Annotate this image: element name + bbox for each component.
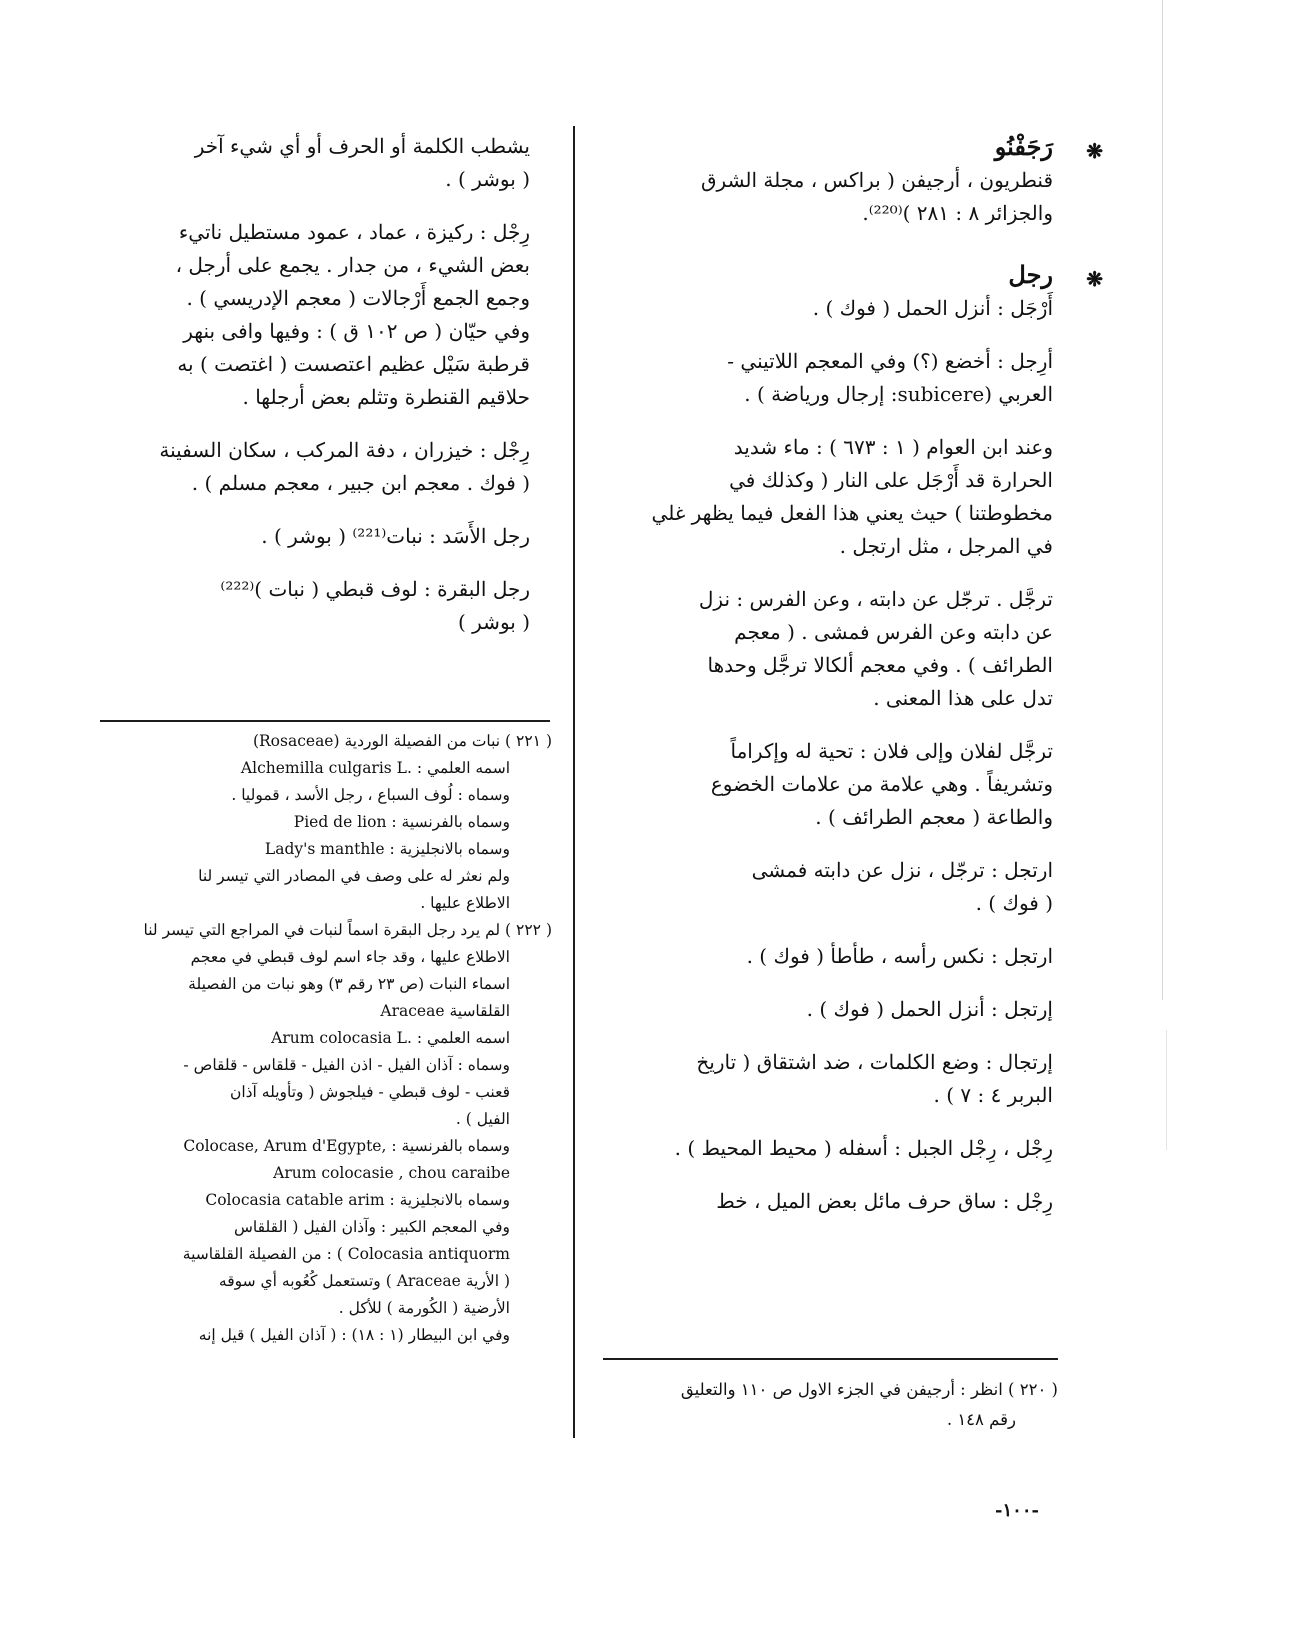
text-line: إرتجل : أنزل الحمل ( فوك ) . [806, 997, 1053, 1021]
footnote-rule [100, 720, 550, 722]
footnote-line: وسماه بالفرنسية : ,Colocase, Arum d'Egypte [183, 1137, 510, 1155]
left-column [100, 130, 530, 639]
text-line: رِجْل : خيزران ، دفة المركب ، سكان السفينة [159, 438, 530, 462]
footnote-line: وسماه : آذان الفيل - اذن الفيل - قلقاس - قلقاص - [183, 1056, 510, 1074]
entry-paragraph [603, 345, 1053, 411]
text-line: رِجْل : ساق حرف مائل بعض الميل ، خط [716, 1189, 1053, 1213]
text-line: والطاعة ( معجم الطرائف ) . [815, 805, 1053, 829]
text-line: رجل الأَسَد : نبات⁽²²¹⁾ ( بوشر ) . [261, 524, 530, 548]
entry-paragraph [100, 434, 530, 500]
entry-headword [603, 130, 1103, 164]
entry-paragraph [603, 164, 1053, 230]
footnote-line: قعنب - لوف قبطي - فيلجوش ( وتأويله آذان [229, 1083, 510, 1101]
entry-paragraph [603, 854, 1053, 920]
text-line: يشطب الكلمة أو الحرف أو أي شيء آخر [194, 134, 530, 158]
text-line: بعض الشيء ، من جدار . يجمع على أرجل ، [175, 253, 530, 277]
scan-edge-line [1162, 0, 1163, 1000]
text-line: العربي (subicere: إرجال ورياضة ) . [744, 382, 1053, 406]
text-line: عن دابته وعن الفرس فمشى . ( معجم [734, 620, 1053, 644]
footnote-line: ( ٢٢٠ ) انظر : أرجيفن في الجزء الاول ص ١١٠ والتعليق [680, 1380, 1058, 1399]
text-line: ( بوشر ) . [445, 167, 530, 191]
footnote-line: وسماه : لُوف السباع ، رجل الأسد ، قموليا . [231, 786, 510, 804]
footnote-line: اسماء النبات (ص ٢٣ رقم ٣) وهو نبات من الفصيلة [188, 975, 510, 993]
footnote [100, 917, 552, 1349]
entry-paragraph [603, 1132, 1053, 1165]
footnote-line: اسمه العلمي : .Arum colocasia L [271, 1029, 510, 1047]
text-line: ترجَّل . ترجّل عن دابته ، وعن الفرس : نزل [698, 587, 1053, 611]
entry-paragraph [603, 735, 1053, 834]
text-line: ترجَّل لفلان وإلى فلان : تحية له وإكراماً [730, 739, 1053, 763]
text-line: وجمع الجمع أَرْجالات ( معجم الإدريسي ) . [186, 286, 530, 310]
headword-text: رَجَفْنُو [994, 132, 1053, 161]
footnote-line: وفي ابن البيطار (١ : ١٨) : ( آذان الفيل ) قيل إنه [198, 1326, 510, 1344]
footnote-line: وفي المعجم الكبير : وآذان الفيل ( القلقاس [233, 1218, 510, 1236]
entry-paragraph [603, 292, 1053, 325]
text-line: إرتجال : وضع الكلمات ، ضد اشتقاق ( تاريخ [696, 1050, 1053, 1074]
footnotes-right [603, 1375, 1058, 1435]
headword-text: رجل [1008, 260, 1053, 289]
entry-paragraph [603, 1046, 1053, 1112]
text-line: أرِجل : أخضع (؟) وفي المعجم اللاتيني - [727, 349, 1053, 373]
text-line: ارتجل : نكس رأسه ، طأطأ ( فوك ) . [746, 944, 1053, 968]
footnote-line: Colocasia antiquorm ) : من الفصيلة القلقاسية [182, 1245, 510, 1263]
entry-marker-icon: ❋ [1086, 139, 1103, 163]
footnote [603, 1375, 1058, 1435]
footnote-line: الاطلاع عليها . [420, 894, 510, 912]
text-line: أَرْجَل : أنزل الحمل ( فوك ) . [812, 296, 1053, 320]
text-line: قنطريون ، أرجيفن ( براكس ، مجلة الشرق [701, 168, 1053, 192]
text-line: رِجْل : ركيزة ، عماد ، عمود مستطيل ناتيء [178, 220, 530, 244]
footnote-rule [603, 1358, 1058, 1360]
entry-marker-icon: ❋ [1086, 267, 1103, 291]
footnote-line: القلقاسية Araceae [380, 1002, 510, 1020]
footnote-line: وسماه بالانجليزية : Colocasia catable arim [205, 1191, 510, 1209]
entry-paragraph [100, 520, 530, 553]
entry-paragraph [100, 130, 530, 196]
text-line: رجل البقرة : لوف قبطي ( نبات )⁽²²²⁾ [220, 577, 530, 601]
entry-paragraph [603, 993, 1053, 1026]
footnote-line: رقم ١٤٨ . [946, 1410, 1016, 1429]
text-line: ( بوشر ) [457, 610, 530, 634]
text-line: البربر ٤ : ٧ ) . [933, 1083, 1053, 1107]
footnote-line: وسماه بالانجليزية : Lady's manthle [264, 840, 510, 858]
entry-paragraph [603, 940, 1053, 973]
column-divider [573, 126, 575, 1438]
dictionary-entry [603, 258, 1103, 1218]
text-line: ( فوك . معجم ابن جبير ، معجم مسلم ) . [191, 471, 530, 495]
footnote-line: ولم نعثر له على وصف في المصادر التي تيسر لنا [198, 867, 510, 885]
text-line: ارتجل : ترجّل ، نزل عن دابته فمشى [751, 858, 1053, 882]
right-column [603, 130, 1103, 1218]
text-line: الحرارة قد أَرْجَل على النار ( وكذلك في [729, 468, 1053, 492]
footnote-line: Arum colocasie , chou caraibe [273, 1164, 510, 1182]
entry-paragraph [603, 583, 1053, 715]
text-line: مخطوطتنا ) حيث يعني هذا الفعل فيما يظهر غلي [651, 501, 1053, 525]
entry-paragraph [100, 573, 530, 639]
footnote-line: ( ٢٢٢ ) لم يرد رجل البقرة اسماً لنبات في المراجع التي تيسر لنا [143, 921, 552, 939]
footnote-line: اسمه العلمي : .Alchemilla culgaris L [240, 759, 510, 777]
text-line: وعند ابن العوام ( ١ : ٦٧٣ ) : ماء شديد [733, 435, 1053, 459]
footnotes-left [100, 728, 552, 1349]
footnote-line: الاطلاع عليها ، وقد جاء اسم لوف قبطي في معجم [190, 948, 510, 966]
entry-paragraph [100, 216, 530, 414]
text-line: ( فوك ) . [975, 891, 1053, 915]
footnote-line: وسماه بالفرنسية : Pied de lion [293, 813, 510, 831]
footnote-line: ( ٢٢١ ) نبات من الفصيلة الوردية (Rosaceae) [252, 732, 552, 750]
text-line: وفي حيّان ( ص ١٠٢ ق ) : وفيها وافى بنهر [183, 319, 530, 343]
text-line: حلاقيم القنطرة وتثلم بعض أرجلها . [242, 385, 530, 409]
text-line: في المرجل ، مثل ارتجل . [839, 534, 1053, 558]
text-line: قرطبة سَيْل عظيم اعتصست ( اغتصت ) به [177, 352, 530, 376]
footnote-line: الفيل ) . [455, 1110, 510, 1128]
entry-paragraph [603, 1185, 1053, 1218]
text-line: وتشريفاً . وهي علامة من علامات الخضوع [710, 772, 1053, 796]
footnote-line: ( الأرية Araceae ) وتستعمل كُعُوبه أي سوقه [218, 1272, 510, 1290]
footnote-line: الأرضية ( الكُورمة ) للأكل . [338, 1299, 510, 1317]
dictionary-entry [603, 130, 1103, 230]
scan-edge-line [1166, 1030, 1167, 1150]
entry-paragraph [603, 431, 1053, 563]
text-line: رِجْل ، رِجْل الجبل : أسفله ( محيط المحيط ) . [674, 1136, 1053, 1160]
text-line: تدل على هذا المعنى . [873, 686, 1053, 710]
footnote [100, 728, 552, 917]
text-line: الطرائف ) . وفي معجم ألكالا ترجَّل وحدها [707, 653, 1053, 677]
entry-headword [603, 258, 1103, 292]
page-number: -١٠٠- [995, 1500, 1039, 1521]
text-line: والجزائر ٨ : ٢٨١ )⁽²²⁰⁾. [862, 201, 1053, 225]
